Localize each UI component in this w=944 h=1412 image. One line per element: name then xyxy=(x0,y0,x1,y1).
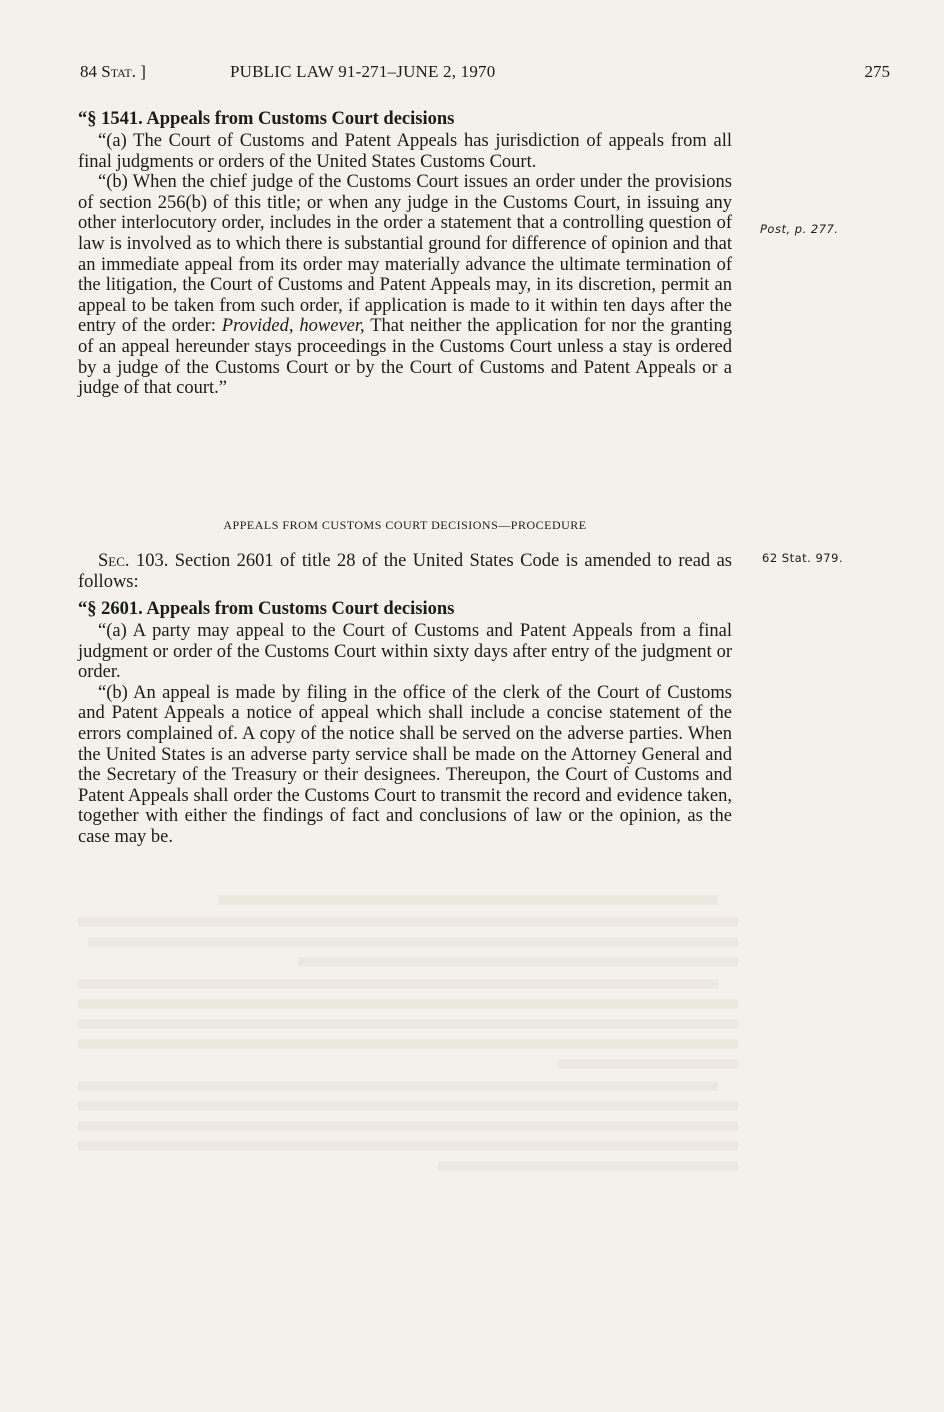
section-1541-heading: “§ 1541. Appeals from Customs Court decisions xyxy=(78,109,455,129)
procedure-heading: APPEALS FROM CUSTOMS COURT DECISIONS—PROCEDURE xyxy=(223,518,587,532)
section-2601-paragraph-a: “(a) A party may appeal to the Court of Customs and Patent Appeals from a final judgment or order of the Customs Court within sixty days after entry of the judgment or order. xyxy=(78,621,732,683)
section-2601-heading: “§ 2601. Appeals from Customs Court decisions xyxy=(78,599,455,619)
section-103-text: Sec. 103. Section 2601 of title 28 of the United States Code is amended to read as follows: xyxy=(78,551,732,592)
page-number: 275 xyxy=(864,62,890,81)
section-1541 xyxy=(78,108,732,399)
section-1541-paragraph-a: “(a) The Court of Customs and Patent Appeals has jurisdiction of appeals from all final judgments or orders of the United States Customs Court. xyxy=(78,131,732,172)
sec-abbrev: Sec. xyxy=(98,551,130,571)
margin-note-post: Post, p. 277. xyxy=(760,222,839,236)
section-1541-paragraph-b: “(b) When the chief judge of the Customs Court issues an order under the provisions of section 256(b) of this title; or when any judge in the Customs Court, in issuing any other interlocutory order, includes in the order a statement that a controlling question of law is involved as to which there is substantial ground for difference of opinion and that an immediate appeal from its order may materially advance the ultimate termination of the litigation, the Court of Customs and Patent Appeals may, in its discretion, permit an appeal to be taken from such order, if application is made to it within ten days after the entry of the order: Provided, however, That neither the application for nor the granting of an appeal hereunder stays proceedings in the Customs Court unless a stay is ordered by a judge of the Customs Court or by the Court of Customs and Patent Appeals or a judge of that court.” xyxy=(78,172,732,399)
section-2601 xyxy=(78,598,732,848)
public-law-title: PUBLIC LAW 91-271–JUNE 2, 1970 xyxy=(230,62,496,81)
provided-however-phrase: Provided, however, xyxy=(221,316,365,337)
statute-volume: 84 Stat. ] xyxy=(80,62,146,81)
page-header xyxy=(80,62,890,86)
section-2601-paragraph-b: “(b) An appeal is made by filing in the office of the clerk of the Court of Customs and Patent Appeals a notice of appeal which shall include a concise statement of the errors complained of. A copy of the notice shall be served on the adverse parties. When the United States is an adverse party service shall be made on the Attorney General and the Secretary of the Treasury or their designees. Thereupon, the Court of Customs and Patent Appeals shall order the Customs Court to transmit the record and evidence taken, together with either the findings of fact and conclusions of law or the opinion, as the case may be. xyxy=(78,682,732,847)
bleed-through-texture xyxy=(78,880,738,1184)
stat-abbrev: Stat. xyxy=(101,62,136,81)
section-103 xyxy=(78,551,732,592)
margin-note-62-stat: 62 Stat. 979. xyxy=(762,551,844,565)
bleed-through-lines xyxy=(78,880,738,1180)
